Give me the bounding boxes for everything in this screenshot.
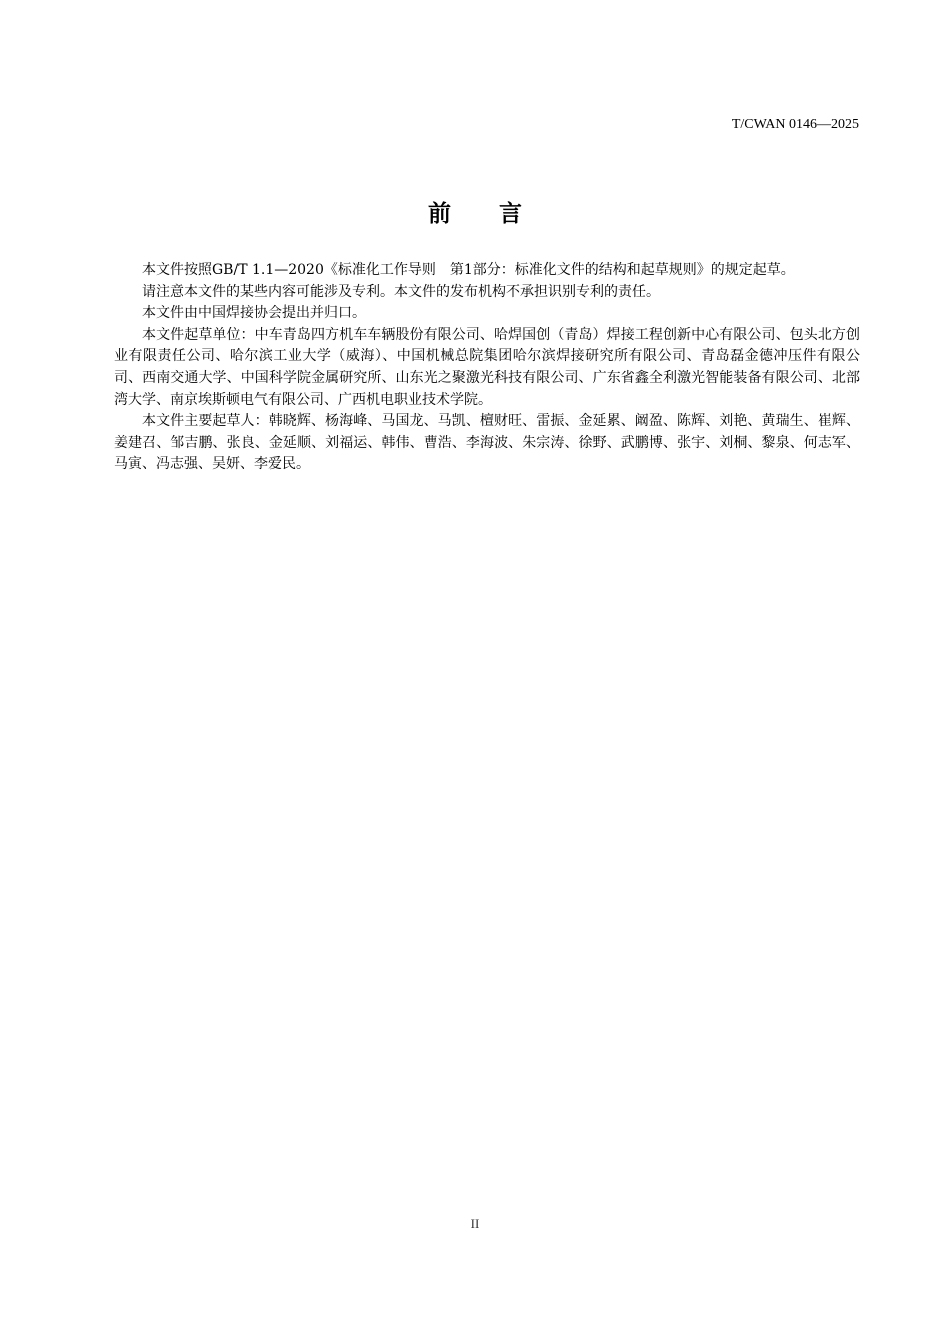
paragraph-drafting-units: 本文件起草单位：中车青岛四方机车车辆股份有限公司、哈焊国创（青岛）焊接工程创新中心有限公司、包头北方创业有限责任公司、哈尔滨工业大学（威海）、中国机械总院集团哈尔滨焊接研究所有限公司、青岛磊金德冲压件有限公司、西南交通大学、中国科学院金属研究所、山东光之聚激光科技有限公司、广东省鑫全利激光智能装备有限公司、北部湾大学、南京埃斯顿电气有限公司、广西机电职业技术学院。 xyxy=(114,326,860,408)
paragraph-patent-notice: 请注意本文件的某些内容可能涉及专利。本文件的发布机构不承担识别专利的责任。 xyxy=(142,283,660,300)
paragraph-drafting-rules: 本文件按照GB/T 1.1—2020《标准化工作导则 第1部分：标准化文件的结构和起草规则》的规定起草。 xyxy=(142,262,795,278)
paragraph-proposer: 本文件由中国焊接协会提出并归口。 xyxy=(142,305,366,322)
foreword-body xyxy=(114,260,860,476)
page-title: 前言 xyxy=(428,201,570,227)
document-code: T/CWAN 0146—2025 xyxy=(731,117,859,132)
paragraph-drafters: 本文件主要起草人：韩晓辉、杨海峰、马国龙、马凯、檀财旺、雷振、金延累、阚盈、陈辉、刘艳、黄瑞生、崔辉、姜建召、邹吉鹏、张良、金延顺、刘福运、韩伟、曹浩、李海波、朱宗涛、徐野、武鹏博、张宇、刘桐、黎泉、何志军、马寅、冯志强、吴妍、李爱民。 xyxy=(114,413,860,473)
page-number: II xyxy=(470,1216,480,1231)
